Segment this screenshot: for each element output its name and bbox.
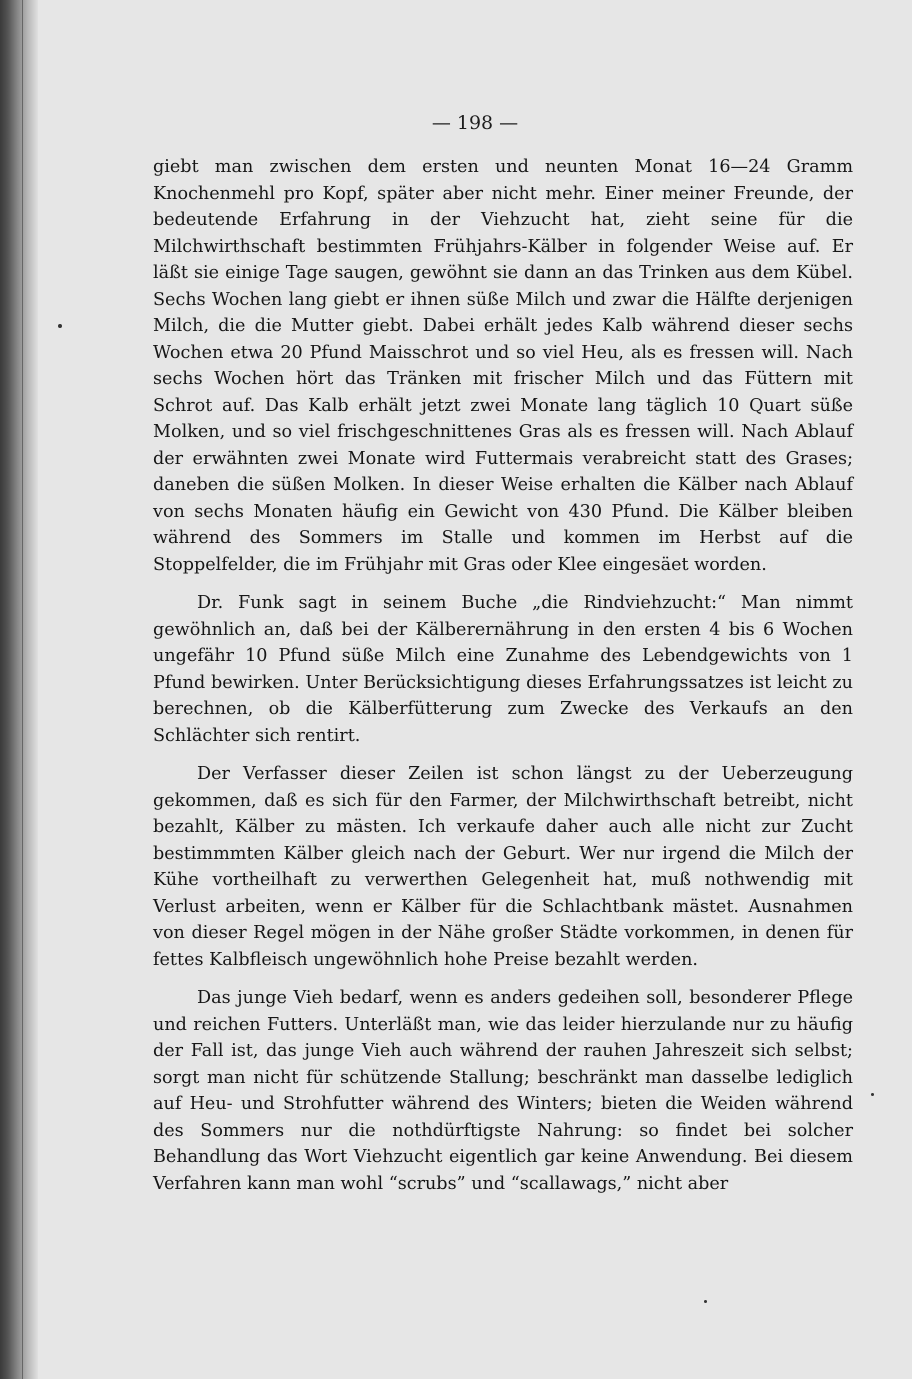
print-speck bbox=[871, 1093, 874, 1096]
page-number: — 198 — bbox=[431, 112, 519, 134]
paragraph-2: Dr. Funk sagt in seinem Buche „die Rindviehzucht:“ Man nimmt gewöhnlich an, daß bei der Kälberernährung in den ersten 4 bis 6 Wochen ungefähr 10 Pfund süße Milch eine Zunahme des Lebendgewichts von 1 Pfund bewirken. Unter Berücksichtigung dieses Erfahrungssatzes ist leicht zu berechnen, ob die Kälberfütterung zum Zwecke des Verkaufs an den Schlächter sich rentirt. bbox=[153, 593, 853, 746]
paragraph-3: Der Verfasser dieser Zeilen ist schon längst zu der Ueberzeugung gekommen, daß es sich für den Farmer, der Milchwirthschaft betreibt, nicht bezahlt, Kälber zu mästen. Ich verkaufe daher auch alle nicht zur Zucht bestimmmten Kälber gleich nach der Geburt. Wer nur irgend die Milch der Kühe vortheilhaft zu verwerthen Gelegenheit hat, muß nothwendig mit Verlust arbeiten, wenn er Kälber für die Schlachtbank mästet. Ausnahmen von dieser Regel mögen in der Nähe großer Städte vorkommen, in denen für fettes Kalbfleisch ungewöhnlich hohe Preise bezahlt werden. bbox=[153, 764, 853, 970]
paragraph-gap bbox=[153, 578, 853, 590]
paragraph-1: giebt man zwischen dem ersten und neunten Monat 16—24 Gramm Knochenmehl pro Kopf, später aber nicht mehr. Einer meiner Freunde, der bedeutende Erfahrung in der Viehzucht hat, zieht seine für die Milchwirthschaft bestimmten Frühjahrs-Kälber in folgender Weise auf. Er läßt sie einige Tage saugen, gewöhnt sie dann an das Trinken aus dem Kübel. Sechs Wochen lang giebt er ihnen süße Milch und zwar die Hälfte derjenigen Milch, die die Mutter giebt. Dabei erhält jedes Kalb während dieser sechs Wochen etwa 20 Pfund Maisschrot und so viel Heu, als es fressen will. Nach sechs Wochen hört das Tränken mit frischer Milch und das Füttern mit Schrot auf. Das Kalb erhält jetzt zwei Monate lang täglich 10 Quart süße Molken, und so viel frischgeschnittenes Gras als es fressen will. Nach Ablauf der erwähnten zwei Monate wird Futtermais verabreicht statt des Grases; daneben die süßen Molken. In dieser Weise erhalten die Kälber nach Ablauf von sechs Monaten häufig ein Gewicht von 430 Pfund. Die Kälber bleiben während des Sommers im Stalle und kommen im Herbst auf die Stoppelfelder, die im Frühjahr mit Gras oder Klee eingesäet worden. bbox=[153, 157, 853, 575]
binding-edge-line bbox=[22, 0, 23, 1379]
book-binding-shadow bbox=[0, 0, 38, 1379]
paragraph-gap bbox=[153, 749, 853, 761]
print-speck bbox=[58, 324, 62, 328]
paragraph-gap bbox=[153, 973, 853, 985]
body-text bbox=[153, 154, 853, 1197]
print-speck bbox=[704, 1300, 707, 1303]
paragraph-4: Das junge Vieh bedarf, wenn es anders gedeihen soll, besonderer Pflege und reichen Futters. Unterläßt man, wie das leider hierzulande nur zu häufig der Fall ist, das junge Vieh auch während der rauhen Jahreszeit sich selbst; sorgt man nicht für schützende Stallung; beschränkt man dasselbe lediglich auf Heu- und Strohfutter während des Winters; bieten die Weiden während des Sommers nur die nothdürftigste Nahrung: so findet bei solcher Behandlung das Wort Viehzucht eigentlich gar keine Anwendung. Bei diesem Verfahren kann man wohl “scrubs” und “scallawags,” nicht aber bbox=[153, 988, 853, 1194]
